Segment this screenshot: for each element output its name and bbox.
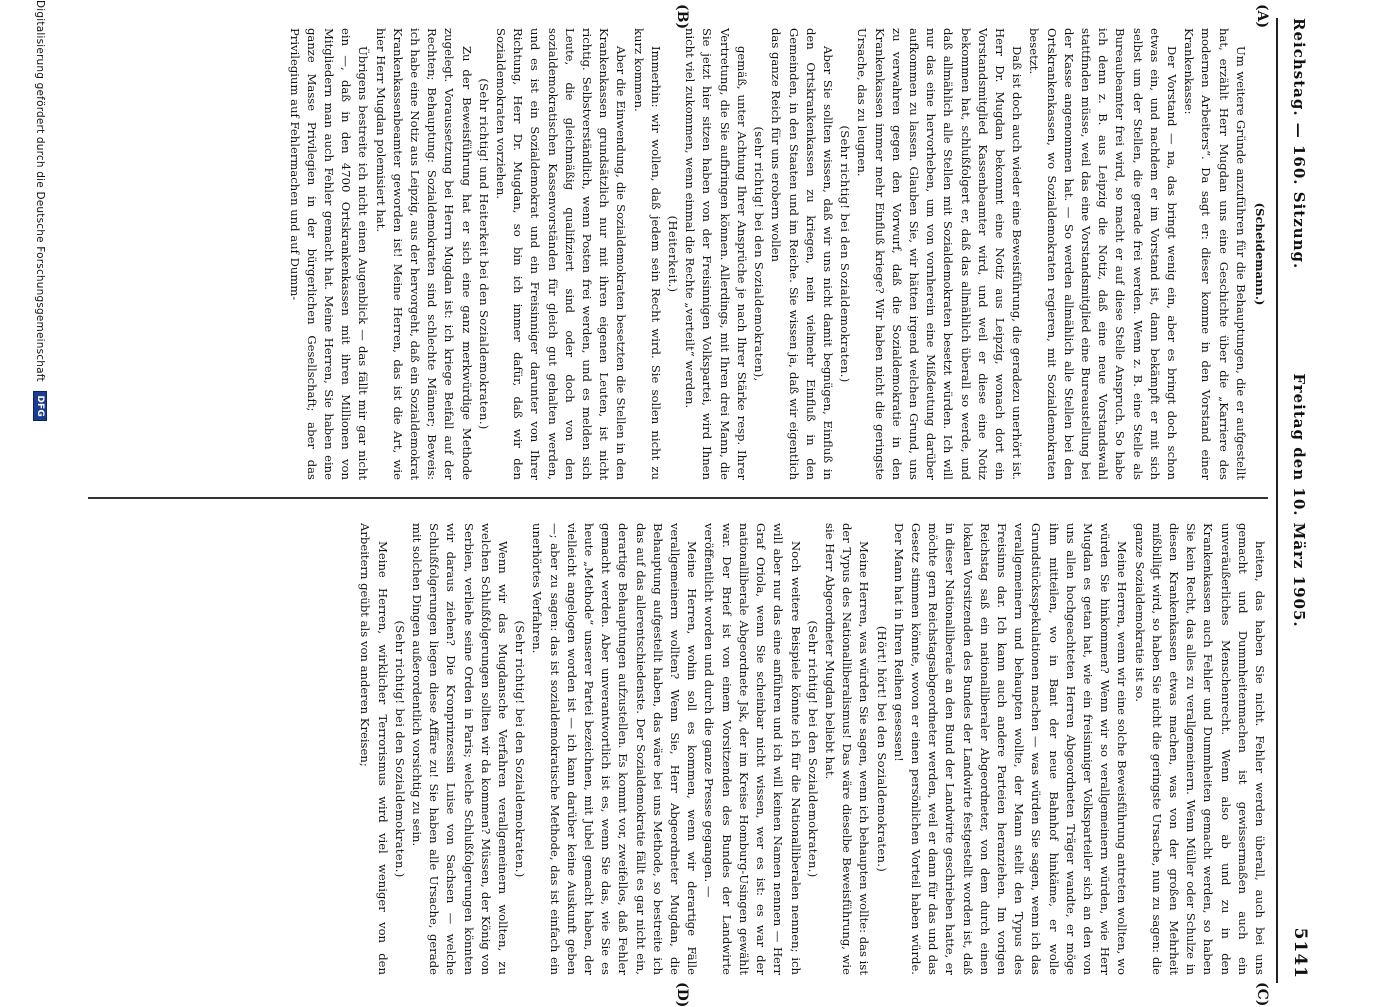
speech-paragraph: Zu der Beweisführung hat er sich eine ganz merkwürdige Methode zugelegt. Voraussetzung bei Herrn Mugdan ist: ich kriege Beifall auf der Rechten; Behauptung: Sozialdemokraten sind schlechte Männer; Beweis: ich habe eine Notiz aus Leipzig, aus der hervorgeht, daß ein Sozialdemokrat Krankenkassenbeamter geworden ist! Meine Herren, das ist die Art, wie hier Herr Mugdan polemisiert hat. — [373, 28, 474, 480]
speech-paragraph: Meine Herren, was würden Sie sagen, wenn ich behaupten wollte: das ist der Typus des Nationalliberalismus! Das wäre dieselbe Beweisführung, wie sie Herr Abgeordneter Mugdan beliebt hat. — [822, 523, 872, 975]
speech-paragraph: Meine Herren, wohin soll es kommen, wenn wir derartige Fälle verallgemeinern wollten? Wenn Sie, Herr Abgeordneter Mugdan, die Behauptung aufgestellt haben, das wäre bei uns Methode, so bestreite ich das auf das allerentschiedenste. Der Sozialdemokratie fällt es gar nicht ein, derartige Behauptungen aufzustellen. Es kommt vor, zweifellos, daß Fehler gemacht werden. Aber unverantwortlich ist es, wenn Sie das, wie Sie es heute „Methode“ unserer Partei bezeichnen, mit Jubel gemacht haben, der vielleicht angelogen worden ist — ich kann darüber keine Auskunft geben —; aber zu sagen: das ist sozialdemokratische Methode, das ist einfach ein unerhörtes Verfahren. — [530, 523, 700, 975]
speech-paragraph: Meine Herren, wenn wir eine solche Beweisführung antreten wollten, wo würden Sie hinkommen? Wenn wir so verallgemeinern würden, wie Herr Mugdan es getan hat, wie ein freisinniger Volksparteiler sich an den von uns allen hochgeachteten Herren Abgeordneten Träger wandte, er möge ihm mitteilen, wo in Bant der neue Bahnhof hinkäme, er wolle Grundstücksspekulationen machen — was würden Sie sagen, wenn ich das verallgemeinern und behaupten wollte, der Mann stellt den Typus des Freisinns dar. Ich kann auch andere Parteien heranziehen. Im vorigen Reichstag saß ein nationalliberaler Abgeordneter, von dem durch einen lokalen Vorsitzenden des Bundes der Landwirte festgestellt worden ist, daß in dieser Nationalliberale an den Bund der Landwirte geschrieben hatte, er möchte gern Reichstagsabgeordneter werden, weil er dann für das und das Gesetz stimmen könnte, wovon er einen persönlichen Vorteil haben würde. Der Mann hat in Ihren Reihen gesessen! — [891, 523, 1130, 975]
header-session: Reichstag. — 160. Sitzung. — [1290, 18, 1308, 270]
interjection-remark: (Sehr richtig! bei den Sozialdemokraten.) — [392, 620, 407, 878]
speech-paragraph: Übrigens bestreite ich nicht einen Augenblick — das fällt mir gar nicht ein —, daß in den 4700 Ortskrankenkassen mit ihren Millionen von Mitgliedern man auch Fehler gemacht hat. Meine Herren, Sie haben eine ganze Masse Privilegien in der bürgerlichen Gesellschaft; aber das Privilegium auf Fehlermachen und auf Dumm- — [287, 28, 371, 480]
interjection-remark: (Sehr richtig! bei den Sozialdemokraten.) — [838, 125, 853, 383]
speech-paragraph: Meine Herren, wirklicher Terrorismus wird viel weniger von den Arbeitern geübt als von anderen Kreisen; — [358, 523, 390, 975]
speech-paragraph: Aber die Einwendung, die Sozialdemokraten besetzten die Stellen in den Krankenkassen grundsätzlich nur mit ihren eigenen Leuten, ist nicht richtig. Selbstverständlich, wenn Posten frei werden, und es melden sich Leute, die gleichmäßig qualifiziert sind oder doch von den sozialdemokratischen Kassenvorständen für gleich gut gehalten werden, und es ist ein Sozialdemokrat und ein Freisinniger darunter von Ihrer Richtung, Herr Dr. Mugdan, so bin ich immer dafür, daß wir den Sozialdemokraten vorziehen. — [494, 28, 629, 480]
text-column-right — [68, 523, 1268, 975]
interjection-remark: (Sehr richtig! und Heiterkeit bei den Sozialdemokraten.) — [476, 78, 491, 430]
margin-marker-c: (C) — [1254, 982, 1270, 1007]
margin-marker-a: (A) — [1254, 4, 1270, 29]
interjection-remark: (Heiterkeit.) — [666, 215, 681, 293]
speech-paragraph: Immerhin: wir wollen, daß jedem sein Recht wird. Sie sollen nicht zu kurz kommen. — [631, 28, 663, 480]
column-divider — [88, 497, 1268, 499]
speech-paragraph: gemäß, unter Achtung Ihrer Ansprüche je nach Ihrer Stärke resp. Ihrer Vertretung, die Sie aufbringen können. Allerdings, mit Ihren drei Mann, die Sie jetzt hier sitzen haben von der Freisinnigen Volkspartei, wird Ihnen nicht viel zukommen, wenn einmal die Rechte „verteilt“ werden. — [683, 28, 749, 480]
interjection-remark: (Hört! hört! bei den Sozialdemokraten.) — [874, 625, 889, 873]
rotated-scanned-page — [20, 0, 1330, 1007]
running-head — [1276, 18, 1322, 983]
speech-paragraph: Wenn wir das Mugdansche Verfahren verallgemeinern wollten, zu welchen Schlußfolgerungen sollten wir da kommen? Müssen, der König von Serbien, verliehe seine Orden in Paris; welche Schlußfolgerungen könnten wir daraus ziehen? Die Kronprinzessin Luise von Sachsen — welche Schlußfolgerungen liegen diese Affäre zu! Sie haben alle Ursache, gerade mit solchen Dingen außerordentlich vorsichtig zu sein. — [410, 523, 511, 975]
speaker-name: (Scheidemann.) — [1253, 202, 1267, 306]
page-number: 5141 — [1290, 927, 1310, 979]
speech-paragraph: heiten, das haben Sie nicht. Fehler werden überall, auch bei uns gemacht und Dummheitenmachen ist gewissermaßen auch ein unveräußerliches Menschenrecht. Wenn also ab und zu in den Krankenkassen auch Fehler und Dummheiten gemacht werden, so haben Sie kein Recht, das alles zu verallgemeinern. Wenn Müller oder Schulze in diesen Krankenkassen etwas machen, was von der großen Mehrheit mißbilligt wird, so haben Sie nicht die geringste Ursache, nun zu sagen: die ganze Sozialdemokratie ist so. — [1132, 523, 1267, 975]
footer-credit: Digitalisierung gefördert durch die Deutsche Forschungsgemeinschaft — [34, 0, 46, 382]
dfg-logo: DFG — [33, 391, 47, 421]
text-column-left — [68, 28, 1268, 480]
interjection-remark: (sehr richtig! bei den Sozialdemokraten), — [752, 126, 767, 382]
margin-marker-b: (B) — [674, 4, 690, 30]
interjection-remark: (Sehr richtig! bei den Sozialdemokraten.) — [805, 620, 820, 878]
header-date: Freitag den 10. März 1905. — [1290, 373, 1308, 628]
digitization-footer — [33, 0, 47, 1000]
speech-paragraph: Um weitere Gründe anzuführen für die Behauptungen, die er aufgestellt hat, erzählt Herr Mugdan uns eine Geschichte über die „Karriere des modernen Arbeiters“. Da sagt er: dieser komme in den Vorstand einer Krankenkasse: — [1182, 28, 1248, 480]
speech-paragraph: Der Vorstand — na, das bringt wenig ein, aber es bringt doch schon etwas ein, und nachdem er im Vorstand ist, dann bekämpft er mit sich selbst um der Stellen, die gerade frei werden. Wenn z. B. eine Stelle als Bureaubeamter frei wird, so macht er auf diese Stelle Anspruch. So habe ich denn z. B. aus Leipzig die Notiz, daß eine neue Vorstandswahl stattfinden müsse, weil das eine Vorstandsmitglied eine Bureaustellung bei der Kasse angenommen hat. — So werden allmählich alle Stellen bei den Ortskrankenkassen, wo Sozialdemokraten regieren, mit Sozialdemokraten besetzt. — [1027, 28, 1179, 480]
speech-paragraph: Daß ist doch auch wieder eine Beweisführung, die geradezu unerhört ist. Herr Dr. Mugdan bekommt eine Notiz aus Leipzig, wonach dort ein Vorstandsmitglied Kassenbeamter wird, und weil er diese eine Notiz bekommen hat, schlußfolgert er, daß das allmählich überall so werde, und daß allmählich alle Stellen mit Sozialdemokraten besetzt würden. Ich will nur das eine hervorheben, um von vornherein eine Mißdeutung darüber aufkommen zu lassen. Glauben Sie, wir hätten irgend welchen Grund, uns zu verwahren gegen den Vorwurf, daß die Sozialdemokratie in den Krankenkassen immer mehr Einfluß kriege? Wir haben nicht die geringste Ursache, das zu leugnen. — [855, 28, 1025, 480]
margin-marker-d: (D) — [674, 982, 690, 1007]
speech-paragraph: Noch weitere Beispiele könnte ich für die Nationalliberalen nennen; ich will aber nur das eine anführen und ich will keinen Namen nennen — Herr Graf Oriola, wenn Sie scheinbar nicht wissen, wer es ist: es war der nationalliberale Abgeordnete Jsk, der im Kreise Homburg-Usingen gewählt war. Der Brief ist von einem Vorsitzenden des Bundes der Landwirte veröffentlicht worden und durch die ganze Presse gegangen. — — [702, 523, 803, 975]
interjection-remark: (Sehr richtig! bei den Sozialdemokraten.) — [513, 620, 528, 878]
speech-paragraph: Aber Sie sollten wissen, daß wir uns nicht damit begnügen, Einfluß in den Ortskrankenkassen zu kriegen, nein vielmehr Einfluß in den Gemeinden, in den Staaten und im Reiche. Sie wissen ja, daß wir eigentlich das ganze Reich für uns erobern wollen — [769, 28, 835, 480]
